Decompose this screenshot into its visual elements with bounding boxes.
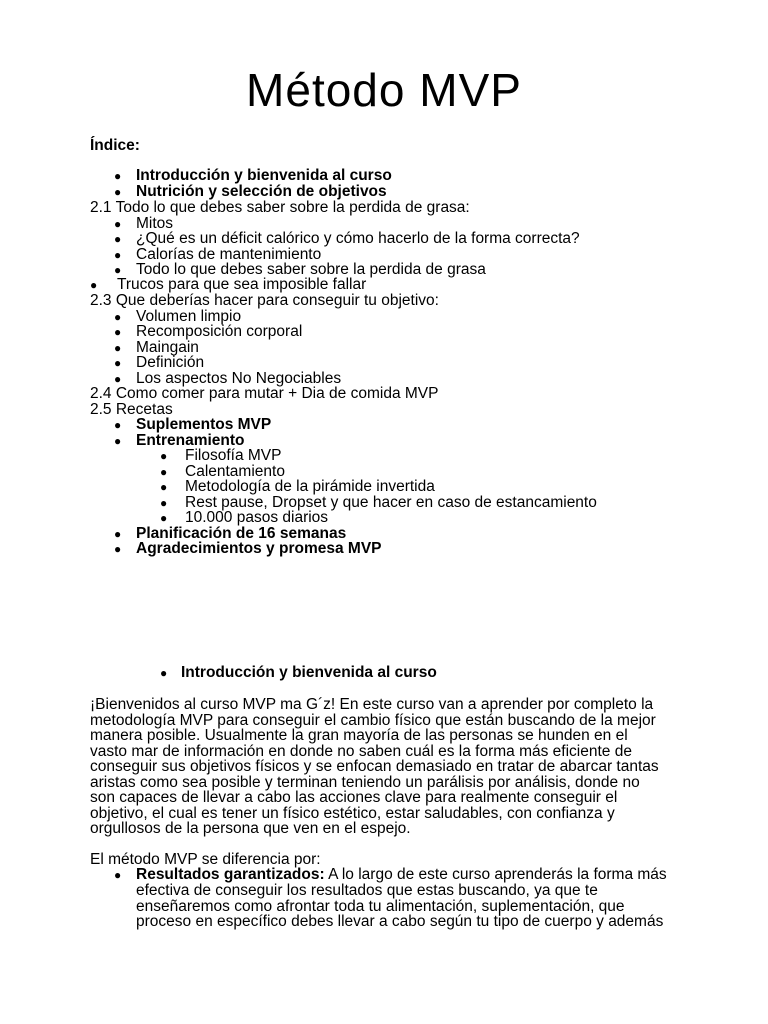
toc-bullet: ● [114,418,122,432]
toc-item: Entrenamiento [136,432,245,449]
paragraph-line: manera posible. Usualmente la gran mayoría de las personas se hunden en el [90,727,628,744]
toc-item: Mitos [136,215,174,232]
diff-label: El método MVP se diferencia por: [90,851,321,868]
toc-item: Introducción y bienvenida al curso [136,167,392,184]
toc-bullet: ● [160,449,168,463]
toc-bullet: ● [160,496,168,510]
index-label: Índice: [90,137,140,154]
toc-item: Recomposición corporal [136,323,303,340]
toc-item: 2.4 Como comer para mutar + Dia de comida MVP [90,385,439,402]
toc-item: Suplementos MVP [136,416,272,433]
toc-bullet: ● [114,169,122,183]
point-first-text: A lo largo de este curso aprenderás la forma más [324,866,667,883]
toc-bullet: ● [90,278,98,292]
paragraph-line: objetivo, el cual es tener un físico estético, estar saludables, con confianza y [90,804,615,822]
toc-bullet: ● [114,356,122,370]
paragraph-line: vasto mar de información en donde no saben cuál es la forma más eficiente de [90,742,632,760]
toc-bullet: ● [160,465,168,479]
toc-item: ¿Qué es un déficit calórico y cómo hacerlo de la forma correcta? [136,230,580,247]
paragraph-line: aristas como sea posible y terminan teniendo un parálisis por análisis, donde no [90,773,640,791]
toc-item: 2.3 Que deberías hacer para conseguir tu objetivo: [90,292,439,309]
section-bullet: ● [160,666,168,680]
toc-bullet: ● [114,185,122,199]
toc-item: Todo lo que debes saber sobre la perdida de grasa [136,261,486,278]
toc-bullet: ● [114,434,122,448]
toc-bullet: ● [160,480,168,494]
toc-bullet: ● [114,310,122,324]
paragraph-line: metodología MVP para conseguir el cambio físico que están buscando de la mejor [90,711,656,729]
paragraph-line: son capaces de llevar a cabo las acciones clave para realmente conseguir el [90,789,618,806]
paragraph-line: orgullosos de la persona que ven en el espejo. [90,820,411,837]
toc-item: Trucos para que sea imposible fallar [117,276,367,293]
toc-item: 2.1 Todo lo que debes saber sobre la perdida de grasa: [90,199,470,216]
paragraph-line: proceso en específico debes llevar a cabo según tu tipo de cuerpo y además [136,913,664,930]
toc-item: Planificación de 16 semanas [136,525,347,542]
point-bullet: ● [114,868,122,882]
toc-item: 2.5 Recetas [90,401,173,418]
toc-item: Metodología de la pirámide invertida [185,478,435,495]
toc-item: Nutrición y selección de objetivos [136,183,387,200]
toc-bullet: ● [114,232,122,246]
page-title: Método MVP [246,64,522,116]
toc-item: Filosofía MVP [185,447,282,464]
point-first-line [136,867,667,883]
toc-bullet: ● [114,325,122,339]
toc-bullet: ● [114,263,122,277]
paragraph-line: enseñaremos como afrontar toda tu alimentación, suplementación, que [136,897,625,915]
toc-item: 10.000 pasos diarios [185,509,329,526]
toc-item: Maingain [136,339,199,356]
toc-bullet: ● [160,511,168,525]
toc-bullet: ● [114,372,122,386]
toc-bullet: ● [114,248,122,262]
section-heading: Introducción y bienvenida al curso [181,664,437,681]
toc-item: Rest pause, Dropset y que hacer en caso de estancamiento [185,494,597,511]
toc-bullet: ● [114,341,122,355]
point-bold-label: Resultados garantizados: [136,866,325,883]
toc-bullet: ● [114,217,122,231]
toc-item: Volumen limpio [136,308,242,325]
paragraph-line: ¡Bienvenidos al curso MVP ma G´z! En este curso van a aprender por completo la [90,696,654,713]
toc-item: Calentamiento [185,463,285,480]
toc-item: Calorías de mantenimiento [136,246,322,263]
toc-bullet: ● [114,527,122,541]
toc-item: Los aspectos No Negociables [136,370,342,387]
intro-paragraph [90,697,690,837]
toc-item: Definición [136,354,205,371]
paragraph-line: conseguir sus objetivos físicos y se enfocan demasiado en tratar de abarcar tantas [90,758,659,775]
paragraph-line: efectiva de conseguir los resultados que estas buscando, ya que te [136,882,598,899]
toc-bullet: ● [114,542,122,556]
toc-item: Agradecimientos y promesa MVP [136,540,382,557]
point-continuation [136,883,736,930]
